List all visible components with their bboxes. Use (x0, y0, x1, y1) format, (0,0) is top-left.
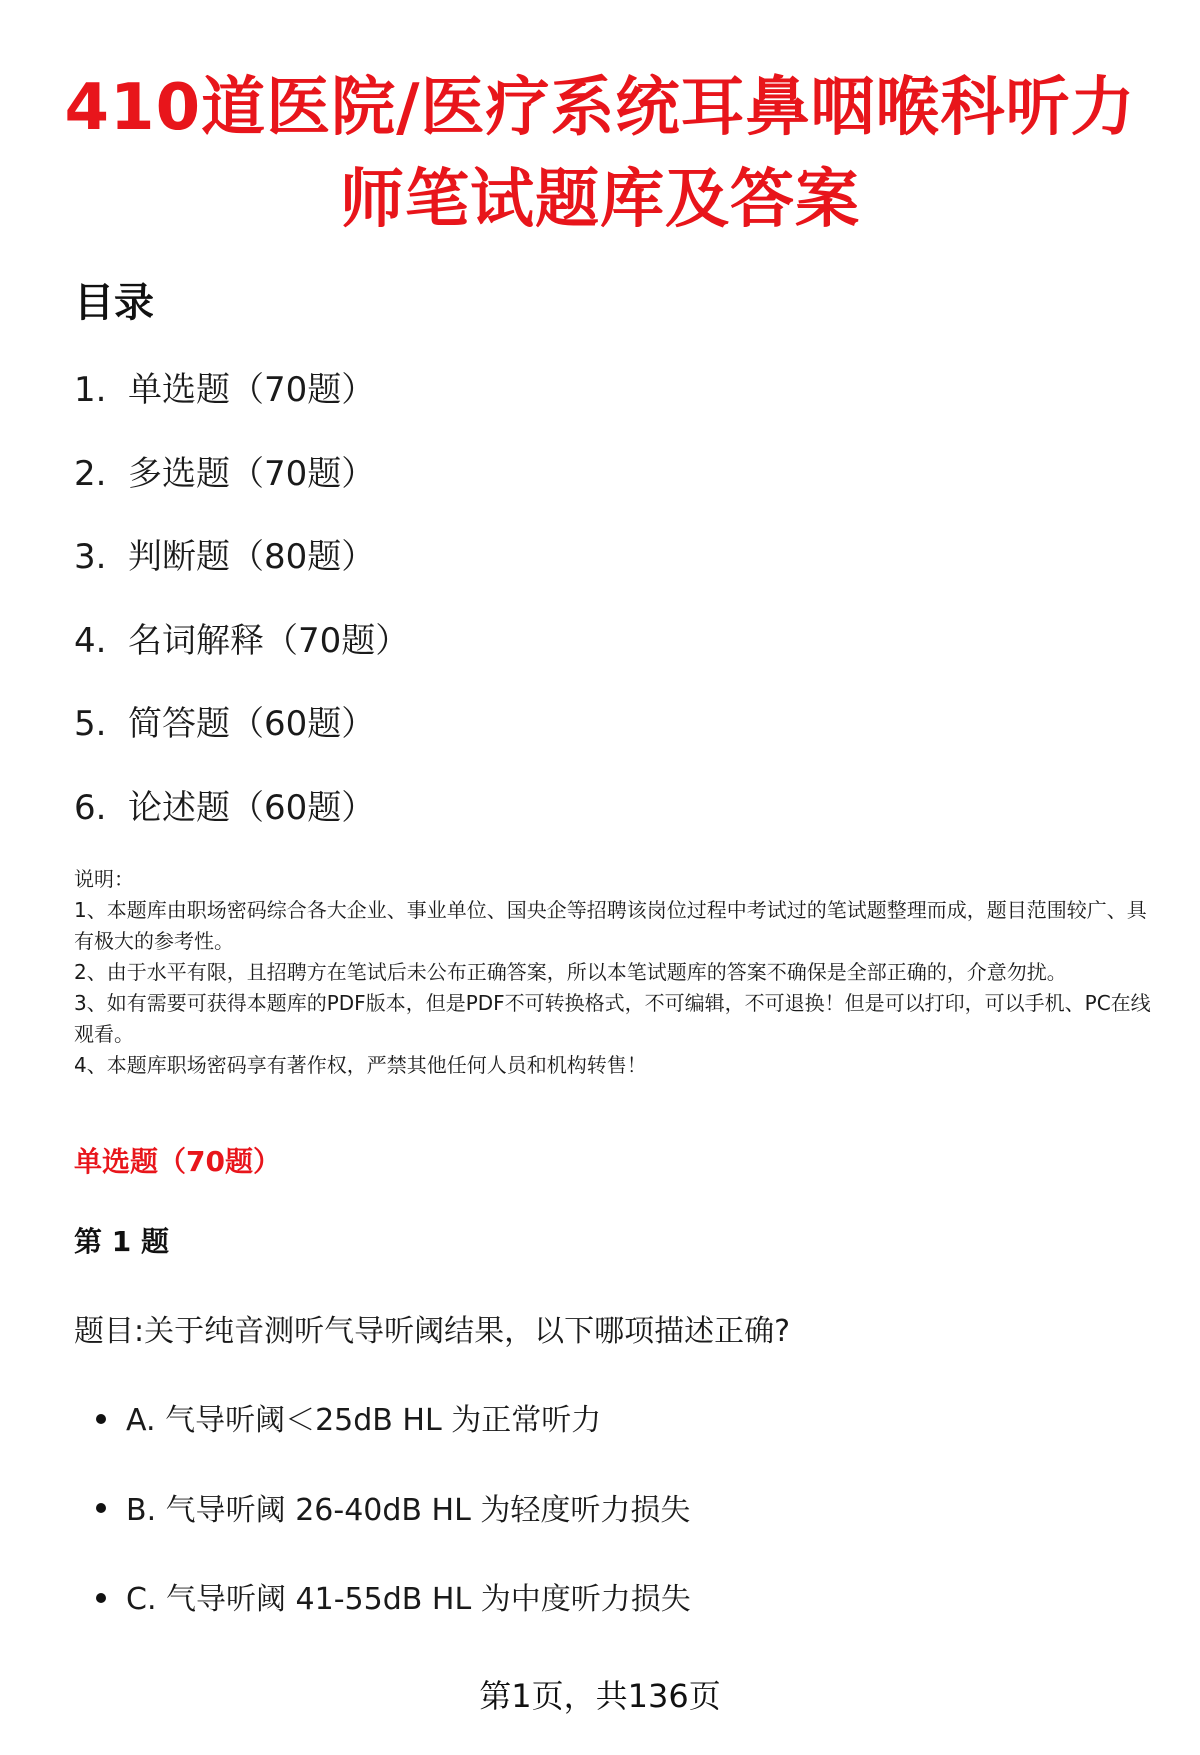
page-number: 第1页，共136页 (479, 1677, 721, 1715)
answer-option-label: B. 气导听阈 26-40dB HL 为轻度听力损失 (126, 1492, 691, 1528)
toc-item-label: 名词解释（70题） (128, 620, 410, 661)
toc-item[interactable] (74, 529, 409, 613)
note-item: 2、由于水平有限，且招聘方在笔试后未公布正确答案，所以本笔试题库的答案不确保是全部正确的，介意勿扰。 (74, 960, 1067, 984)
answer-option[interactable] (96, 1577, 691, 1667)
bullet-icon (96, 1593, 106, 1603)
question-text: 题目:关于纯音测听气导听阈结果，以下哪项描述正确? (74, 1314, 791, 1349)
bullet-icon (96, 1503, 106, 1513)
toc-list (74, 362, 409, 863)
toc-item[interactable] (74, 446, 409, 530)
toc-item[interactable] (74, 613, 409, 697)
notes-heading: 说明： (74, 867, 134, 891)
note-item: 1、本题库由职场密码综合各大企业、事业单位、国央企等招聘该岗位过程中考试过的笔试题整理而成，题目范围较广、具有极大的参考性。 (74, 898, 1147, 953)
answer-option-label: A. 气导听阈＜25dB HL 为正常听力 (126, 1403, 602, 1438)
toc-item-label: 单选题（70题） (128, 370, 376, 410)
toc-item-number: 2. (74, 453, 107, 494)
toc-heading: 目录 (74, 280, 154, 326)
bullet-icon (96, 1414, 106, 1424)
notes-block (74, 864, 1164, 1081)
section-heading: 单选题（70题） (74, 1145, 281, 1178)
question-number: 第 1 题 (74, 1225, 169, 1258)
toc-item-number: 6. (74, 787, 107, 828)
toc-item-number: 3. (74, 537, 107, 577)
answer-option[interactable] (96, 1488, 691, 1578)
document-title: 410道医院/医疗系统耳鼻咽喉科听力师笔试题库及答案 (64, 71, 1136, 237)
toc-item[interactable] (74, 362, 409, 446)
toc-item-label: 判断题（80题） (128, 537, 376, 577)
toc-item-number: 1. (74, 370, 107, 410)
toc-item-number: 4. (74, 620, 107, 661)
answer-options (96, 1398, 691, 1667)
toc-item[interactable] (74, 780, 409, 864)
toc-item-label: 论述题（60题） (128, 787, 376, 828)
answer-option-label: C. 气导听阈 41-55dB HL 为中度听力损失 (126, 1582, 691, 1617)
answer-option[interactable] (96, 1398, 691, 1488)
toc-item-number: 5. (74, 704, 107, 744)
toc-item-label: 多选题（70题） (128, 453, 376, 494)
toc-item-label: 简答题（60题） (128, 704, 376, 744)
note-item: 3、如有需要可获得本题库的PDF版本，但是PDF不可转换格式，不可编辑，不可退换！但是可以打印，可以手机、PC在线观看。 (74, 991, 1151, 1046)
note-item: 4、本题库职场密码享有著作权，严禁其他任何人员和机构转售！ (74, 1053, 647, 1077)
toc-item[interactable] (74, 696, 409, 780)
